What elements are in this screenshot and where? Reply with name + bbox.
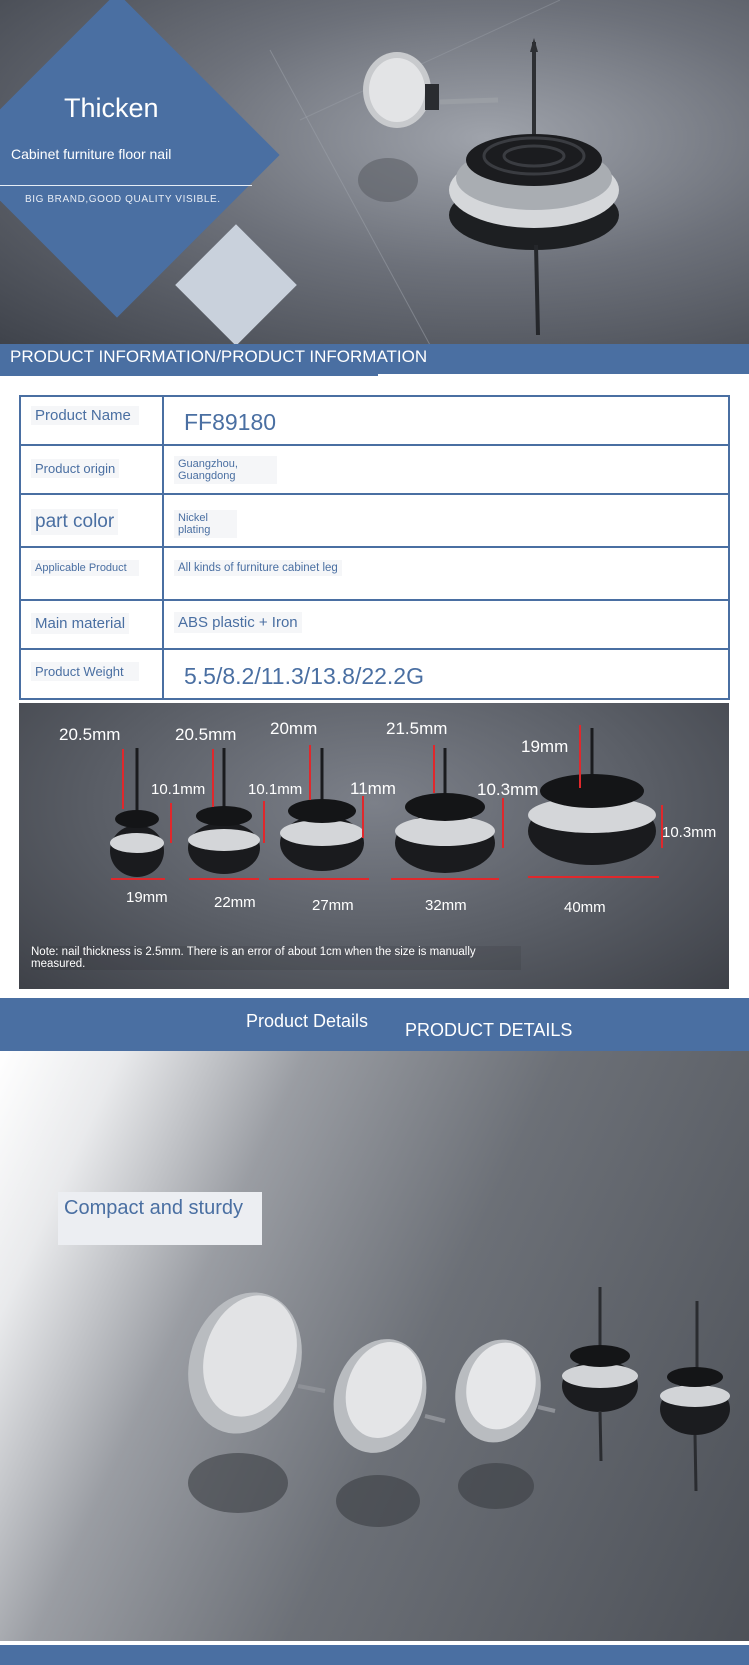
nail-length-label: 19mm xyxy=(521,737,569,756)
measurement-note: Note: nail thickness is 2.5mm. There is an error of about 1cm when the size is manually measured. xyxy=(31,946,521,970)
spec-row-applicable xyxy=(20,547,729,600)
nail-length-label: 21.5mm xyxy=(386,719,448,738)
spec-key: Main material xyxy=(31,613,129,634)
spec-value: 5.5/8.2/11.3/13.8/22.2G xyxy=(180,661,428,692)
nail-top xyxy=(115,810,159,828)
height-label: 10.1mm xyxy=(248,781,303,798)
spec-value: Nickel plating xyxy=(174,510,237,538)
nail-length-label: 20.5mm xyxy=(175,725,237,744)
heading-underline xyxy=(0,374,378,376)
dimension-diagram xyxy=(19,703,729,989)
diameter-label: 22mm xyxy=(214,894,256,911)
product-details-bar xyxy=(0,998,749,1051)
hero-divider xyxy=(0,185,252,186)
diameter-label: 19mm xyxy=(126,889,168,906)
spec-row-weight xyxy=(20,649,729,699)
product-details-subheading: PRODUCT DETAILS xyxy=(405,1020,573,1040)
product-photo xyxy=(0,1051,749,1641)
product-information-bar xyxy=(0,344,749,374)
hero-subtitle: Cabinet furniture floor nail xyxy=(6,139,228,177)
spec-key: Product Weight xyxy=(31,662,139,681)
height-label: 10.1mm xyxy=(151,781,206,798)
height-label: 10.3mm xyxy=(477,780,539,799)
hero-title: Thicken xyxy=(64,93,159,123)
spec-row-material xyxy=(20,600,729,649)
height-label: 10.3mm xyxy=(662,824,717,841)
spec-value: Guangzhou, Guangdong xyxy=(174,456,277,484)
hero-slogan: BIG BRAND,GOOD QUALITY VISIBLE. xyxy=(25,194,221,205)
nails-illustration xyxy=(0,1051,749,1641)
hero-banner xyxy=(0,0,749,345)
spec-row-color xyxy=(20,494,729,547)
spec-value: ABS plastic + Iron xyxy=(174,612,302,633)
product-details-heading: Product Details xyxy=(246,1011,369,1031)
nail-length-label: 20mm xyxy=(270,719,318,738)
product-information-heading: PRODUCT INFORMATION/PRODUCT INFORMATION xyxy=(10,347,428,366)
spec-table xyxy=(19,395,730,700)
bottom-bar xyxy=(0,1645,749,1665)
height-label: 11mm xyxy=(350,779,396,798)
spec-value: FF89180 xyxy=(180,407,280,438)
diameter-label: 27mm xyxy=(312,897,354,914)
nail-ring xyxy=(110,833,164,853)
spec-row-product-name xyxy=(20,396,729,445)
photo-caption: Compact and sturdy xyxy=(64,1197,243,1219)
spec-key: part color xyxy=(31,509,118,535)
spec-key: Applicable Product xyxy=(31,560,139,576)
diameter-label: 32mm xyxy=(425,897,467,914)
spec-row-origin xyxy=(20,445,729,494)
spec-value: All kinds of furniture cabinet leg xyxy=(174,560,342,576)
spec-key: Product Name xyxy=(31,406,139,425)
diameter-label: 40mm xyxy=(564,899,606,916)
spec-key: Product origin xyxy=(31,459,119,478)
nail-length-label: 20.5mm xyxy=(59,725,121,744)
